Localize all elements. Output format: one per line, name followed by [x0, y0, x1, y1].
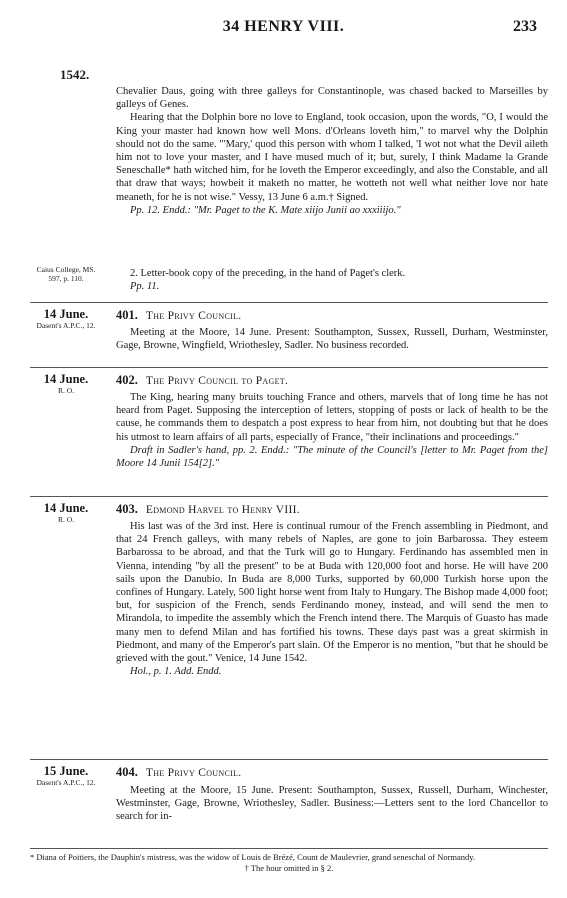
entry-401: [116, 326, 548, 352]
entry-heading-401: [116, 308, 241, 323]
footnote: † The hour omitted in § 2.: [244, 862, 334, 873]
running-title: 34 HENRY VIII.: [222, 18, 345, 35]
entry-heading-403: [116, 502, 300, 517]
entry-number: 403.: [116, 502, 138, 516]
entry-title: The Privy Council.: [145, 767, 242, 779]
footnote: * Diana of Poitiers, the Dauphin's mistress, was the widow of Louis de Brézé, Count de Maulevrier, grand seneschal of Normandy.: [30, 852, 476, 862]
footnote-divider: [30, 848, 548, 849]
margin-date: 14 June.: [43, 307, 89, 321]
margin-source: Dasent's A.P.C., 12.: [36, 778, 96, 787]
entry-divider: [30, 367, 548, 368]
margin-source: R. O.: [57, 386, 75, 395]
entry-divider: [30, 302, 548, 303]
margin-note-401: [30, 307, 102, 330]
entry-number: 402.: [116, 373, 138, 387]
entry-title: The Privy Council.: [145, 310, 242, 322]
entry-note: Hol., p. 1. Add. Endd.: [130, 666, 222, 678]
continuation-text: [116, 85, 548, 217]
entry-body: The King, hearing many bruits touching France and others, marvels that of long time he has not heard from Paget. Supposing the interception of letters, stopping of posts or lack of health to be the cause, he commands them to despatch a post express to hear from him, not doubting but that he does his utmost to learn affairs of all parts, especially of France, "their inclinations and proceedings.": [116, 392, 548, 443]
margin-note-404: [30, 764, 102, 787]
entry-note: Pp. 11.: [130, 281, 160, 293]
entry-title: The Privy Council to Paget.: [145, 375, 289, 387]
entry-note: Draft in Sadler's hand, pp. 2. Endd.: "The minute of the Council's [letter to Mr. Paget from the] Moore 14 Junii 154[2].": [116, 444, 548, 470]
margin-date: 14 June.: [43, 372, 89, 386]
entry-caius: [116, 267, 548, 293]
endorsement-note: Pp. 12. Endd.: "Mr. Paget to the K. Mate xiijo Junii ao xxxiiijo.": [130, 204, 401, 216]
entry-divider: [30, 496, 548, 497]
entry-body: Meeting at the Moore, 15 June. Present: Southampton, Sussex, Russell, Durham, Winchester, Westminster, Gage, Browne, Wriothesley, Sadler. Business:—Letters sent to the lord Chancellor to search for in-: [116, 785, 548, 823]
entry-404: [116, 784, 548, 824]
entry-body: 2. Letter-book copy of the preceding, in the hand of Paget's clerk.: [130, 268, 406, 279]
continuation-line: Chevalier Daus, going with three galleys for Constantinople, was chased backed to Marseilles by galleys of Genes.: [116, 86, 548, 111]
year-label: 1542.: [60, 67, 90, 82]
margin-note-402: [30, 372, 102, 395]
entry-body: His last was of the 3rd inst. Here is continual rumour of the French assembling in Piedmont, and that 24 French galleys, with many rebels of Naples, are gone to join Barbarossa. They esteem Barbarossa to be abroad, and that the Turk will go to Hungary. Ferdinando has assembled men in Vienna, intending "by all the present" to be at Buda with 120,000 foot and horse. He will have 200 sails upon the Danubio. In Buda are 8,000 Turks, supported by 60,000 Turkish horse upon the confines of Hungary. Lately, 500 light horse went from Italy to Hungary. The Bishop made 4,000 foot; but, for suspicion of the French, sends Ferdinando money, instead, and will send the men to Mirandola, to impedite the assembly which the French intend there. The Marquis of Guasto has made many men to defend Milan and has fortified his towns. These days past was a great skirmish in Piedmont, and many of the Emperor's part slain. Of the Emperor is no mention, "but that he should be grieved with the gout." Venice, 14 June 1542.: [116, 521, 548, 665]
continuation-line: Hearing that the Dolphin bore no love to England, took occasion, upon the words, "O, I would the King your master had known how well Mons. d'Orleans loveth him," to marvel why the Dolphin should not do the same. "'Mary,' quod this person with whom I talked, 'I wot not what the Devil aileth him not to love your master, and I have mused much of it; but, surely, I think Madame la Grande Seneschalle* hath witched him, for he loveth the Emperor exceedingly, and also the Constable, and all that draw that ways; howbeit it maketh no matter, he wotteth not well what neither love nor hate meaneth, for he is not wise." Vessy, 13 June 6 a.m.† Signed.: [116, 112, 548, 203]
entry-heading-402: [116, 373, 288, 388]
entry-divider: [30, 759, 548, 760]
margin-source: R. O.: [57, 515, 75, 524]
margin-date: 14 June.: [43, 501, 89, 515]
entry-403: [116, 520, 548, 678]
entry-title: Edmond Harvel to Henry VIII.: [145, 504, 300, 516]
margin-source: Dasent's A.P.C., 12.: [36, 321, 96, 330]
entry-number: 404.: [116, 765, 138, 779]
entry-body: Meeting at the Moore, 14 June. Present: Southampton, Sussex, Russell, Durham, Westminster, Gage, Browne, Wingfield, Wriothesley, Sadler. No business recorded.: [116, 327, 548, 352]
entry-402: [116, 391, 548, 470]
margin-note-403: [30, 501, 102, 524]
running-head: [0, 18, 567, 40]
entry-number: 401.: [116, 308, 138, 322]
margin-note-caius: [30, 265, 102, 283]
footnotes: [30, 852, 548, 873]
margin-source: Caius College, MS. 597, p. 110.: [36, 265, 96, 283]
margin-date: 15 June.: [43, 764, 89, 778]
entry-heading-404: [116, 765, 241, 780]
page-number: 233: [513, 18, 537, 35]
